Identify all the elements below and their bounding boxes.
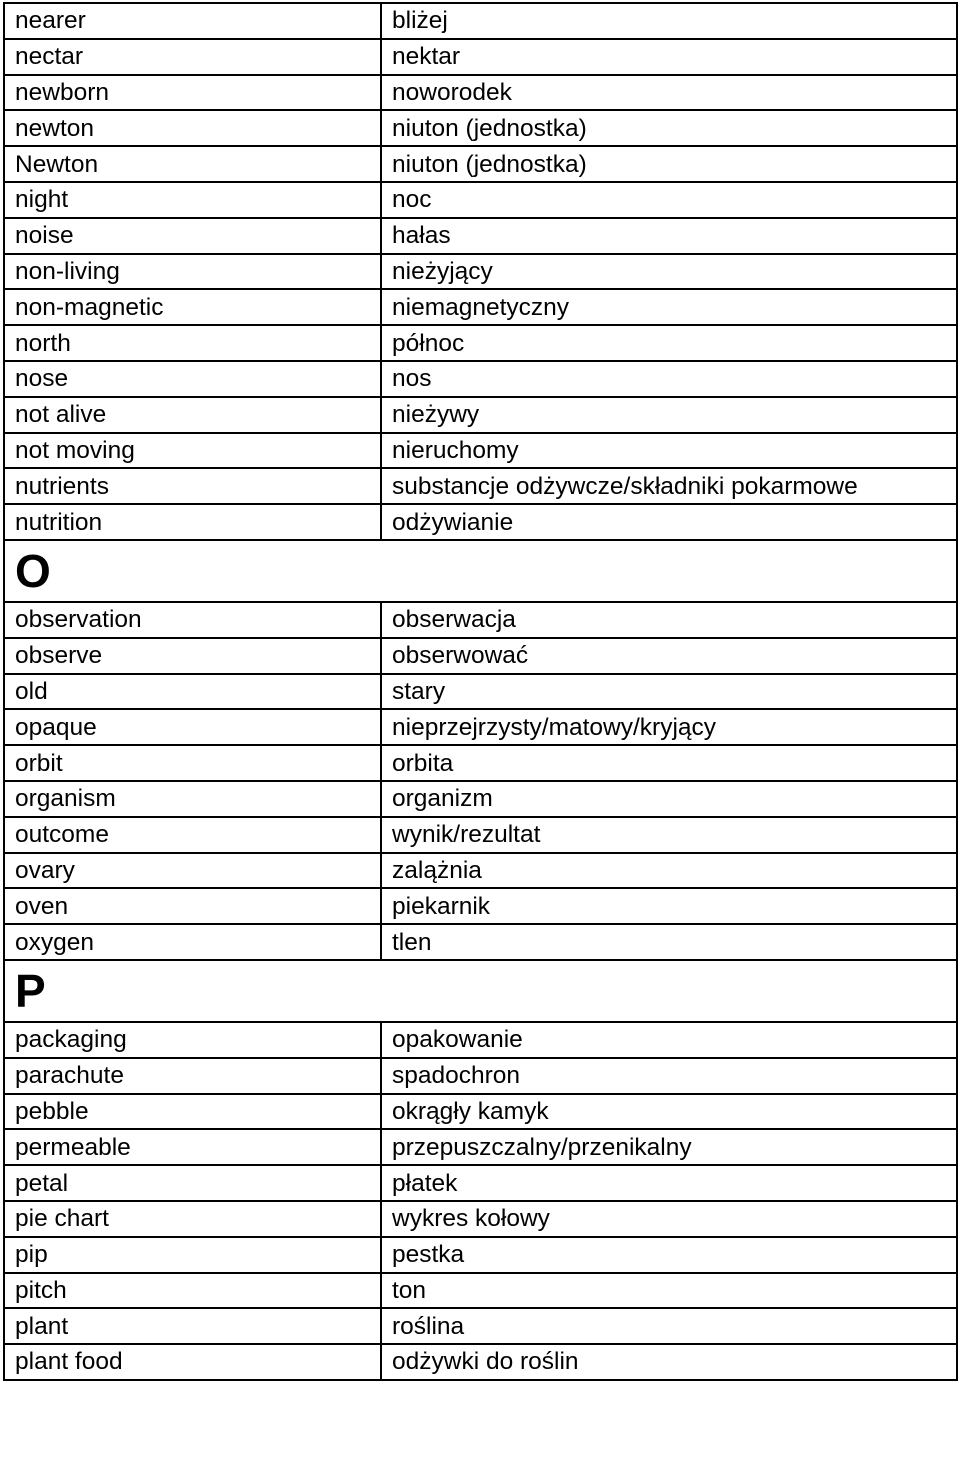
polish-translation: niemagnetyczny [381,289,957,325]
polish-translation: spadochron [381,1058,957,1094]
glossary-row [4,397,957,433]
glossary-row [4,781,957,817]
english-term: nutrients [4,468,381,504]
glossary-row [4,433,957,469]
glossary-row [4,1273,957,1309]
glossary-row [4,709,957,745]
english-term: non-magnetic [4,289,381,325]
glossary-row [4,254,957,290]
glossary-row [4,1201,957,1237]
english-term: night [4,182,381,218]
glossary-row [4,924,957,960]
english-term: observe [4,638,381,674]
glossary-sheet [3,2,956,1381]
english-term: organism [4,781,381,817]
english-term: noise [4,218,381,254]
polish-translation: nos [381,361,957,397]
polish-translation: nieruchomy [381,433,957,469]
polish-translation: płatek [381,1165,957,1201]
glossary-row [4,39,957,75]
glossary-row [4,1094,957,1130]
english-term: ovary [4,853,381,889]
english-term: nose [4,361,381,397]
glossary-row [4,110,957,146]
glossary-row [4,75,957,111]
english-term: not moving [4,433,381,469]
english-term: permeable [4,1129,381,1165]
section-letter: O [4,540,957,602]
english-term: outcome [4,817,381,853]
english-term: north [4,325,381,361]
english-term: old [4,674,381,710]
english-term: packaging [4,1022,381,1058]
glossary-row [4,1237,957,1273]
english-term: non-living [4,254,381,290]
glossary-row [4,146,957,182]
english-term: nectar [4,39,381,75]
polish-translation: ton [381,1273,957,1309]
polish-translation: organizm [381,781,957,817]
polish-translation: noc [381,182,957,218]
glossary-row [4,853,957,889]
polish-translation: pestka [381,1237,957,1273]
glossary-row [4,1165,957,1201]
glossary-row [4,361,957,397]
polish-translation: wykres kołowy [381,1201,957,1237]
english-term: observation [4,602,381,638]
polish-translation: przepuszczalny/przenikalny [381,1129,957,1165]
glossary-row [4,3,957,39]
glossary-row [4,638,957,674]
polish-translation: zalążnia [381,853,957,889]
glossary-row [4,1022,957,1058]
polish-translation: stary [381,674,957,710]
polish-translation: nieprzejrzysty/matowy/kryjący [381,709,957,745]
glossary-body [4,3,957,1380]
english-term: pitch [4,1273,381,1309]
glossary-row [4,468,957,504]
polish-translation: odżywianie [381,504,957,540]
english-term: plant [4,1308,381,1344]
glossary-row [4,602,957,638]
english-term: oven [4,888,381,924]
english-term: newborn [4,75,381,111]
glossary-row [4,674,957,710]
polish-translation: niuton (jednostka) [381,146,957,182]
english-term: pie chart [4,1201,381,1237]
polish-translation: noworodek [381,75,957,111]
glossary-row [4,325,957,361]
polish-translation: obserwować [381,638,957,674]
english-term: pip [4,1237,381,1273]
section-letter: P [4,960,957,1022]
polish-translation: bliżej [381,3,957,39]
polish-translation: substancje odżywcze/składniki pokarmowe [381,468,957,504]
polish-translation: hałas [381,218,957,254]
english-term: nearer [4,3,381,39]
polish-translation: opakowanie [381,1022,957,1058]
english-term: orbit [4,745,381,781]
english-term: parachute [4,1058,381,1094]
section-header-row [4,540,957,602]
english-term: not alive [4,397,381,433]
glossary-row [4,745,957,781]
english-term: nutrition [4,504,381,540]
glossary-table [3,2,958,1381]
glossary-row [4,1344,957,1380]
polish-translation: nieżyjący [381,254,957,290]
glossary-row [4,1058,957,1094]
polish-translation: odżywki do roślin [381,1344,957,1380]
polish-translation: niuton (jednostka) [381,110,957,146]
polish-translation: piekarnik [381,888,957,924]
polish-translation: nektar [381,39,957,75]
english-term: pebble [4,1094,381,1130]
polish-translation: nieżywy [381,397,957,433]
section-header-row [4,960,957,1022]
glossary-row [4,504,957,540]
polish-translation: obserwacja [381,602,957,638]
glossary-row [4,888,957,924]
glossary-row [4,289,957,325]
english-term: opaque [4,709,381,745]
polish-translation: wynik/rezultat [381,817,957,853]
english-term: plant food [4,1344,381,1380]
glossary-row [4,1308,957,1344]
english-term: petal [4,1165,381,1201]
polish-translation: tlen [381,924,957,960]
english-term: Newton [4,146,381,182]
english-term: oxygen [4,924,381,960]
glossary-row [4,218,957,254]
polish-translation: północ [381,325,957,361]
glossary-row [4,182,957,218]
polish-translation: roślina [381,1308,957,1344]
glossary-row [4,817,957,853]
glossary-row [4,1129,957,1165]
polish-translation: okrągły kamyk [381,1094,957,1130]
english-term: newton [4,110,381,146]
polish-translation: orbita [381,745,957,781]
